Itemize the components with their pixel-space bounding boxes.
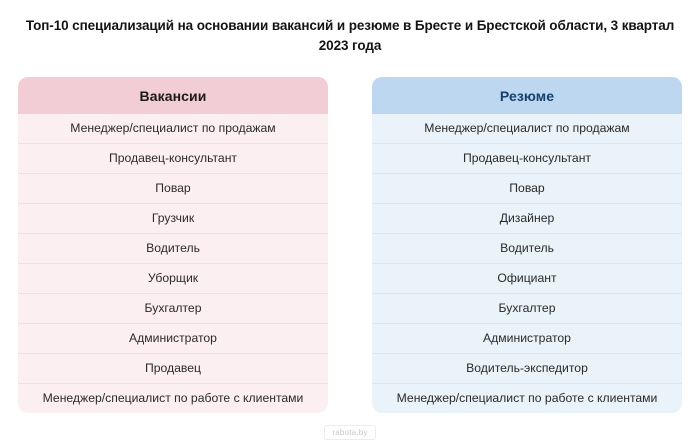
list-item: Менеджер/специалист по продажам xyxy=(18,114,328,144)
rabota-by-logo: rabota.by xyxy=(324,425,375,440)
list-item: Бухгалтер xyxy=(18,294,328,324)
list-item: Водитель xyxy=(18,234,328,264)
list-item: Продавец-консультант xyxy=(372,144,682,174)
list-item: Дизайнер xyxy=(372,204,682,234)
list-item: Продавец-консультант xyxy=(18,144,328,174)
columns-container xyxy=(18,77,682,413)
list-item: Продавец xyxy=(18,354,328,384)
column-resume xyxy=(372,77,682,413)
list-item: Грузчик xyxy=(18,204,328,234)
column-header-resume: Резюме xyxy=(372,77,682,114)
list-vacancies xyxy=(18,114,328,413)
column-header-vacancies: Вакансии xyxy=(18,77,328,114)
page-title: Топ-10 специализаций на основании вакансий и резюме в Бресте и Брестской области, 3 квартал 2023 года xyxy=(25,18,675,53)
list-item: Повар xyxy=(372,174,682,204)
list-item: Уборщик xyxy=(18,264,328,294)
list-item: Администратор xyxy=(18,324,328,354)
list-item: Водитель-экспедитор xyxy=(372,354,682,384)
list-item: Бухгалтер xyxy=(372,294,682,324)
list-item: Администратор xyxy=(372,324,682,354)
list-resume xyxy=(372,114,682,413)
list-item: Повар xyxy=(18,174,328,204)
list-item: Менеджер/специалист по продажам xyxy=(372,114,682,144)
column-vacancies xyxy=(18,77,328,413)
list-item: Менеджер/специалист по работе с клиентами xyxy=(372,384,682,413)
list-item: Менеджер/специалист по работе с клиентами xyxy=(18,384,328,413)
list-item: Официант xyxy=(372,264,682,294)
footer xyxy=(0,422,700,440)
list-item: Водитель xyxy=(372,234,682,264)
